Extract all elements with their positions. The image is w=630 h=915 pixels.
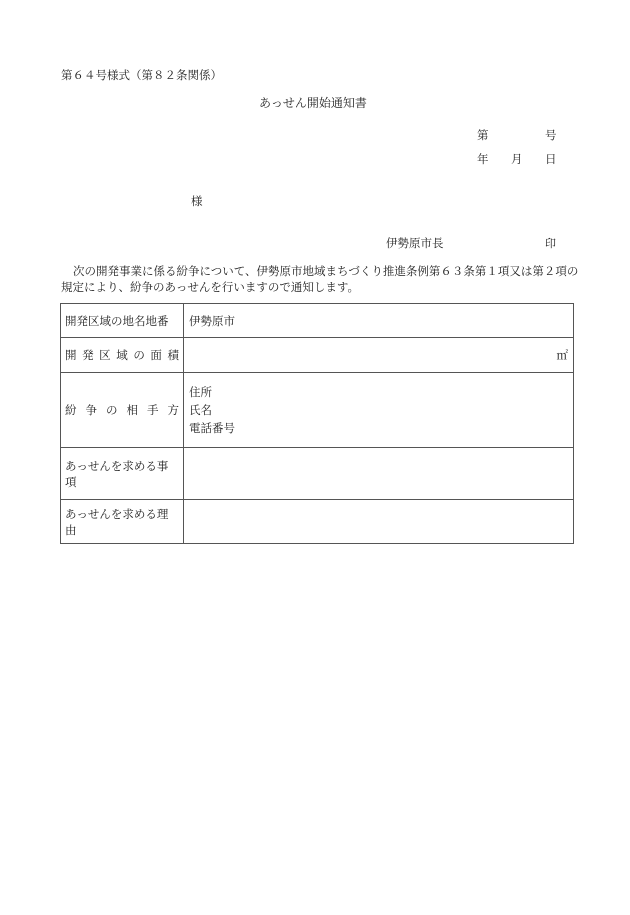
date-day-label: 日 xyxy=(545,152,557,166)
label-matters: あっせんを求める事項 xyxy=(61,448,184,500)
addressee-honorific: 様 xyxy=(191,194,203,208)
table-row-reason xyxy=(61,500,574,544)
opponent-name-label: 氏名 xyxy=(189,403,212,417)
table-row-location xyxy=(61,304,574,338)
body-text: 次の開発事業に係る紛争について、伊勢原市地域まちづくり推進条例第６３条第１項又は第２項の規定により、紛争のあっせんを行いますので通知します。 xyxy=(61,264,579,294)
date-month-label: 月 xyxy=(511,152,523,166)
value-location[interactable]: 伊勢原市 xyxy=(184,304,574,338)
reference-number-prefix: 第 xyxy=(477,128,489,142)
opponent-address-label: 住所 xyxy=(189,385,212,399)
table-row-area xyxy=(61,338,574,373)
area-unit: ㎡ xyxy=(556,348,568,362)
seal-icon: 印 xyxy=(545,237,556,250)
label-opponent: 紛 争 の 相 手 方 xyxy=(61,373,184,448)
reference-number-suffix: 号 xyxy=(545,128,557,142)
notice-form-table xyxy=(60,303,574,544)
label-area: 開 発 区 域 の 面 積 xyxy=(61,338,184,373)
table-row-matters xyxy=(61,448,574,500)
date-year-label: 年 xyxy=(477,152,489,166)
opponent-phone-label: 電話番号 xyxy=(189,421,235,435)
body-paragraph xyxy=(61,263,581,295)
document-title: あっせん開始通知書 xyxy=(259,96,367,110)
label-reason: あっせんを求める理由 xyxy=(61,500,184,544)
table-row-opponent xyxy=(61,373,574,448)
label-location: 開発区域の地名地番 xyxy=(61,304,184,338)
value-opponent[interactable] xyxy=(184,373,574,448)
value-area[interactable] xyxy=(184,338,574,373)
value-reason[interactable] xyxy=(184,500,574,544)
value-matters[interactable] xyxy=(184,448,574,500)
sender-name: 伊勢原市長 xyxy=(386,236,444,250)
form-number: 第６４号様式（第８２条関係） xyxy=(61,68,222,82)
